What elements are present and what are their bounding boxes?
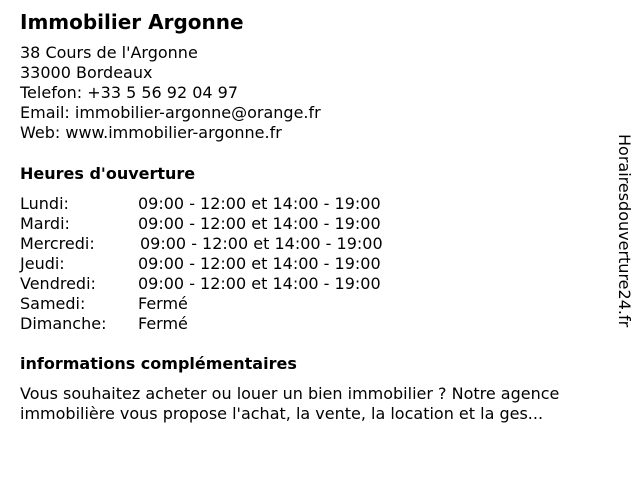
opening-hours-heading: Heures d'ouverture: [20, 164, 196, 183]
day-label: Vendredi:: [20, 274, 96, 293]
day-hours: 09:00 - 12:00 et 14:00 - 19:00: [138, 194, 381, 213]
day-hours: Fermé: [138, 314, 188, 333]
phone-number: Telefon: +33 5 56 92 04 97: [20, 83, 239, 102]
email-address: Email: immobilier-argonne@orange.fr: [20, 103, 321, 122]
day-hours: 09:00 - 12:00 et 14:00 - 19:00: [140, 234, 383, 253]
site-watermark: [612, 134, 634, 344]
day-label: Mardi:: [20, 214, 70, 233]
day-hours: 09:00 - 12:00 et 14:00 - 19:00: [138, 274, 381, 293]
business-name: Immobilier Argonne: [20, 10, 244, 34]
website-address: Web: www.immobilier-argonne.fr: [20, 123, 282, 142]
day-hours: Fermé: [138, 294, 188, 313]
city-postcode: 33000 Bordeaux: [20, 63, 153, 82]
contact-block: [20, 43, 321, 143]
business-description: Vous souhaitez acheter ou louer un bien immobilier ? Notre agence immobilière vous propose l'achat, la vente, la location et la ges...: [20, 384, 560, 423]
day-hours: 09:00 - 12:00 et 14:00 - 19:00: [138, 214, 381, 233]
day-label: Samedi:: [20, 294, 86, 313]
day-label: Lundi:: [20, 194, 69, 213]
additional-info-heading: informations complémentaires: [20, 354, 297, 373]
day-label: Jeudi:: [20, 254, 65, 273]
day-hours: 09:00 - 12:00 et 14:00 - 19:00: [138, 254, 381, 273]
street-address: 38 Cours de l'Argonne: [20, 43, 198, 62]
watermark-text: Horairesdouverture24.fr: [615, 134, 634, 328]
day-label: Mercredi:: [20, 234, 95, 253]
day-label: Dimanche:: [20, 314, 107, 333]
